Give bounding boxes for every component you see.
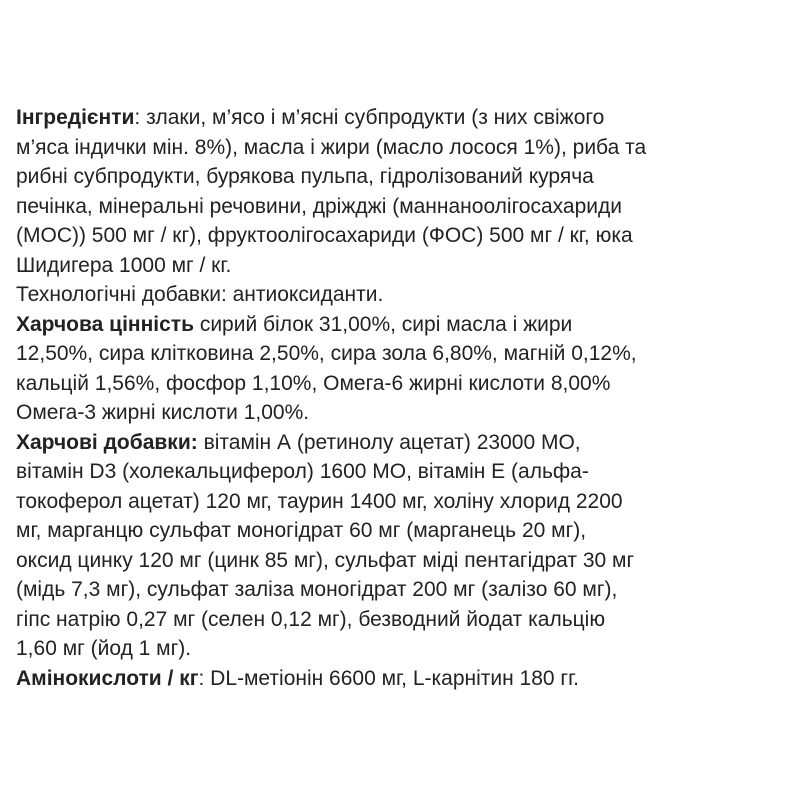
ingredients-line-5: (МОС)) 500 мг / кг), фруктоолігосахариди (ФОС) 500 мг / кг, юка: [16, 224, 633, 247]
additives-line-7: гіпс натрію 0,27 мг (селен 0,12 мг), безводний йодат кальцію: [16, 607, 606, 631]
additives-line-1: [16, 428, 788, 458]
additives-line-4: мг, марганцю сульфат моногідрат 60 мг (марганець 20 мг),: [16, 519, 587, 542]
nutrition-line-2: 12,50%, сира клітковина 2,50%, сира зола 6,80%, магній 0,12%,: [16, 342, 637, 365]
additives-line-8: 1,60 мг (йод 1 мг).: [16, 637, 192, 660]
composition-text: [16, 103, 788, 693]
additives-text-1: вітамін А (ретинолу ацетат) 23000 МО,: [197, 430, 581, 454]
additives-line-3: токоферол ацетат) 120 мг, таурин 1400 мг, холіну хлорид 2200: [16, 489, 623, 513]
technological-additives-line: Технологічні добавки: антиоксиданти.: [16, 283, 384, 306]
ingredients-line-3: рибні субпродукти, бурякова пульпа, гідролізований куряча: [16, 165, 594, 188]
nutrition-line-1: [16, 310, 788, 340]
additives-heading: Харчові добавки:: [16, 430, 198, 454]
ingredients-line-1: [16, 103, 788, 133]
ingredients-line-4: печінка, мінеральні речовини, дріжджі (маннаноолігосахариди: [16, 194, 622, 218]
ingredients-line-2: м’яса індички мін. 8%), масла і жири (масло лосося 1%), риба та: [16, 135, 647, 159]
additives-line-6: (мідь 7,3 мг), сульфат заліза моногідрат 200 мг (залізо 60 мг),: [16, 578, 618, 601]
nutrition-line-4: Омега-3 жирні кислоти 1,00%.: [16, 401, 310, 424]
nutrition-line-3: кальцій 1,56%, фосфор 1,10%, Омега-6 жирні кислоти 8,00%: [16, 371, 611, 395]
ingredients-colon: :: [134, 106, 141, 129]
amino-text: DL-метіонін 6600 мг, L-карнітин 180 гг.: [204, 666, 580, 690]
ingredients-line-6: Шидигера 1000 мг / кг.: [16, 253, 232, 277]
additives-line-5: оксид цинку 120 мг (цинк 85 мг), сульфат міді пентагідрат 30 мг: [16, 548, 635, 572]
additives-line-2: вітамін D3 (холекальциферол) 1600 МО, вітамін Е (альфа-: [16, 460, 589, 483]
ingredients-text-1: злаки, м’ясо і м’ясні субпродукти (з них свіжого: [140, 106, 605, 129]
amino-line: [16, 664, 788, 694]
amino-colon: :: [198, 666, 205, 690]
nutrition-text-1: сирий білок 31,00%, сирі масла і жири: [193, 312, 573, 336]
amino-heading: Амінокислоти / кг: [16, 666, 199, 690]
nutrition-heading: Харчова цінність: [16, 312, 194, 336]
ingredients-heading: Інгредієнти: [16, 106, 135, 129]
